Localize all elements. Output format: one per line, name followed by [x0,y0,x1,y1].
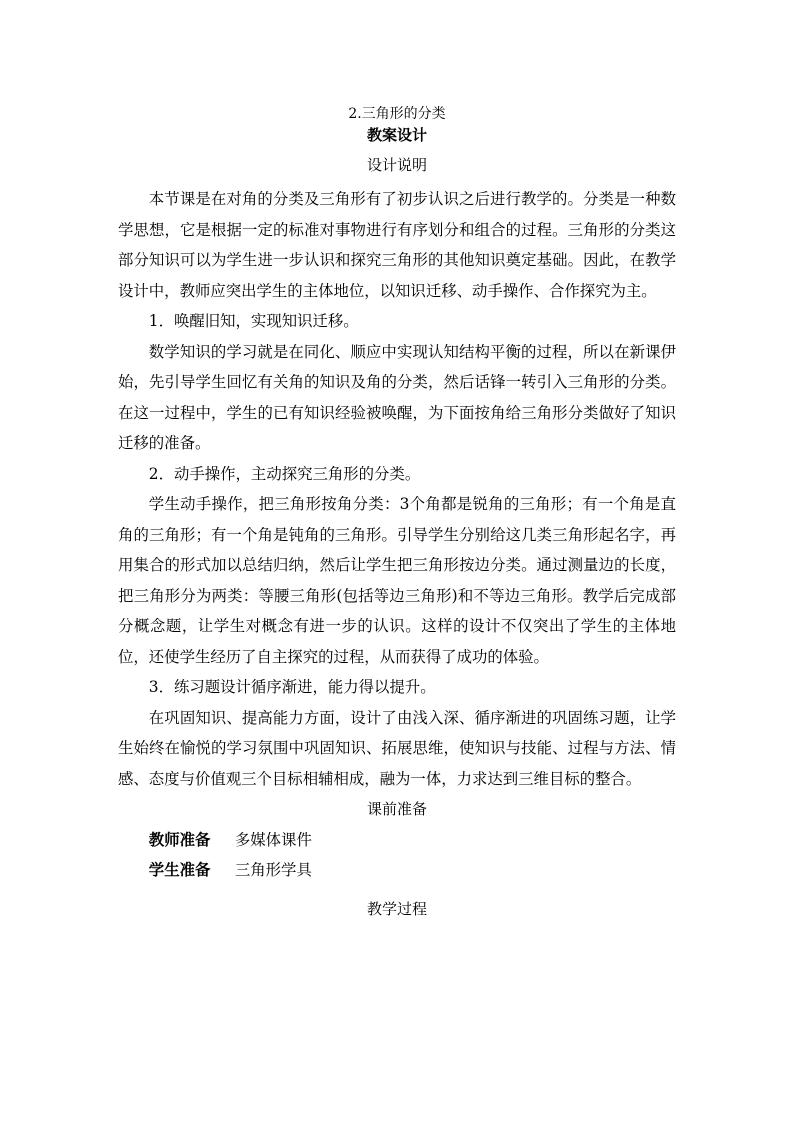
student-prep-label: 学生准备 [148,861,211,879]
design-heading: 设计说明 [366,156,427,174]
teacher-prep-line [118,825,676,856]
lesson-title: 2.三角形的分类 [348,106,446,122]
point3-text: 在巩固知识、提高能力方面，设计了由浅入深、循序渐进的巩固练习题，让学生始终在愉悦的学习氛围中巩固知识、拓展思维，使知识与技能、过程与方法、情感、态度与价值观三个目标相辅相成，融为一体，力求达到三维目标的整合。 [118,708,676,788]
document-page [118,104,676,924]
teacher-prep-value: 多媒体课件 [234,830,312,849]
point2-text: 学生动手操作，把三角形按角分类：3个角都是锐角的三角形；有一个角是直角的三角形；有一个角是钝角的三角形。引导学生分别给这几类三角形起名字，再用集合的形式加以总结归纳，然后让学生把三角形按边分类。通过测量边的长度，把三角形分为两类：等腰三角形(包括等边三角形)和不等边三角形。教学后完成部分概念题，让学生对概念有进一步的认识。这样的设计不仅突出了学生的主体地位，还使学生经历了自主探究的过程，从而获得了成功的体验。 [118,495,676,666]
prep-gap [215,861,230,879]
point1-text: 数学知识的学习就是在同化、顺应中实现认知结构平衡的过程，所以在新课伊始，先引导学生回忆有关角的知识及角的分类，然后话锋一转引入三角形的分类。在这一过程中，学生的已有知识经验被唤醒，为下面按角给三角形分类做好了知识迁移的准备。 [118,342,676,452]
intro-paragraph: 本节课是在对角的分类及三角形有了初步认识之后进行教学的。分类是一种数学思想，它是根据一定的标准对事物进行有序划分和组合的过程。三角形的分类这部分知识可以为学生进一步认识和探究三角形的其他知识奠定基础。因此，在教学设计中，教师应突出学生的主体地位，以知识迁移、动手操作、合作探究为主。 [118,190,676,300]
point1-title: 1．唤醒旧知，实现知识迁移。 [148,312,359,330]
student-prep-line [118,855,676,886]
point2-title: 2．动手操作，主动探究三角形的分类。 [148,464,421,483]
prep-heading: 课前准备 [366,800,427,818]
process-heading: 教学过程 [366,899,427,918]
point3-title: 3．练习题设计循序渐进，能力得以提升。 [148,678,436,696]
student-prep-value: 三角形学具 [234,861,312,879]
prep-gap [215,831,230,849]
teacher-prep-label: 教师准备 [148,830,211,849]
plan-heading: 教案设计 [366,126,427,144]
